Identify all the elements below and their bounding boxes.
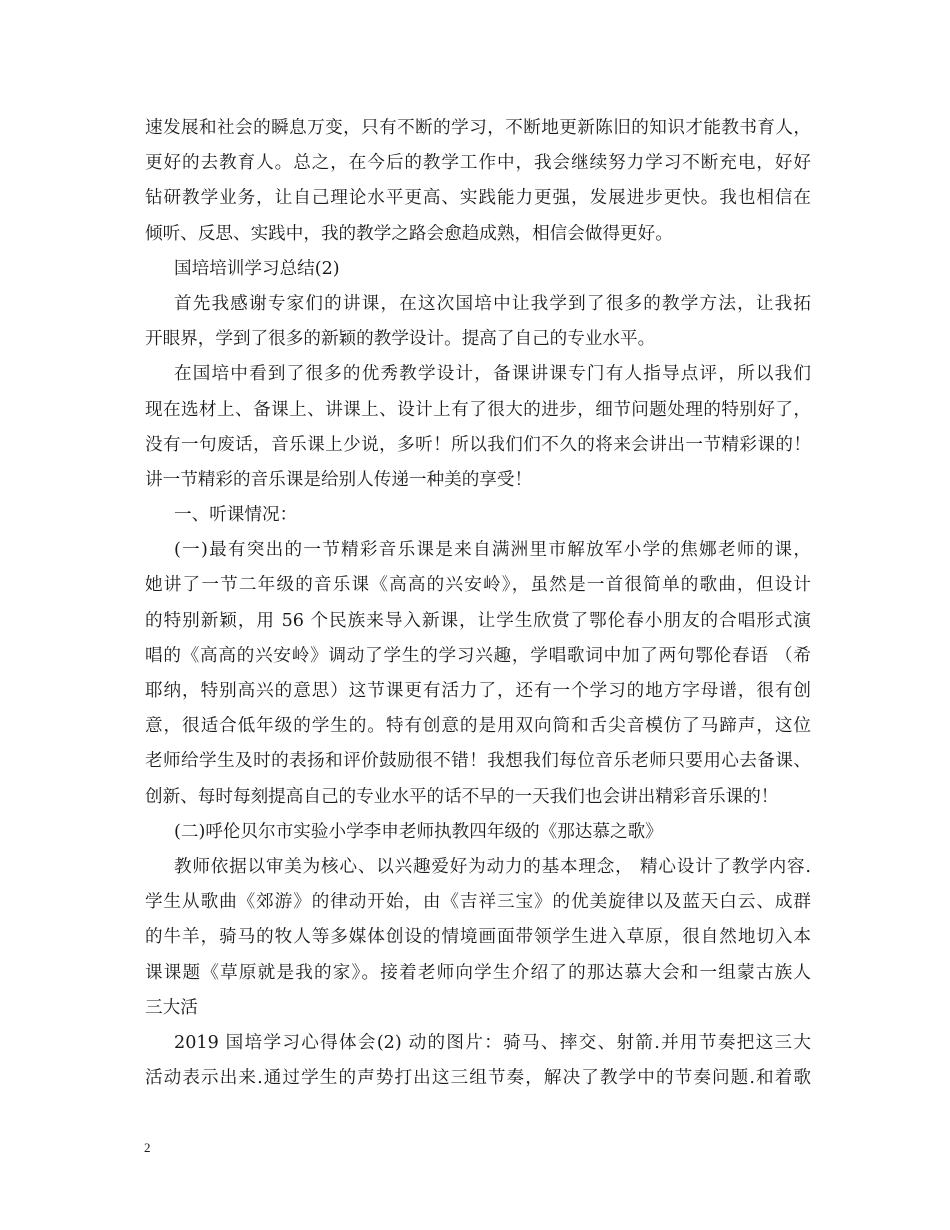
paragraph-line: 没有一句废话，音乐课上少说，多听！所以我们们不久的将来会讲出一节精彩课的！	[145, 434, 811, 455]
paragraph-line: 钻研教学业务，让自己理论水平更高、实践能力更强，发展进步更快。我也相信在	[145, 188, 811, 209]
paragraph-line: 的特别新颖，用 56 个民族来导入新课，让学生欣赏了鄂伦春小朋友的合唱形式演	[145, 610, 811, 631]
document-body	[145, 111, 811, 1096]
paragraph-line: (一)最有突出的一节精彩音乐课是来自满洲里市解放军小学的焦娜老师的课，	[174, 540, 811, 561]
paragraph-line: 在国培中看到了很多的优秀教学设计，备课讲课专门有人指导点评，所以我们	[174, 364, 811, 385]
paragraph-line: 创新、每时每刻提高自己的专业水平的话不早的一天我们也会讲出精彩音乐课的！	[145, 786, 779, 807]
paragraph-line: 活动表示出来.通过学生的声势打出这三组节奏，解决了教学中的节奏问题.和着歌	[145, 1068, 811, 1089]
paragraph-line: 现在选材上、备课上、讲课上、设计上有了很大的进步，细节问题处理的特别好了，	[145, 399, 811, 420]
paragraph-line: 三大活	[145, 997, 198, 1018]
paragraph-line: 学生从歌曲《郊游》的律动开始，由《吉祥三宝》的优美旋律以及蓝天白云、成群	[145, 892, 811, 913]
paragraph-line: 的牛羊，骑马的牧人等多媒体创设的情境画面带领学生进入草原，很自然地切入本	[145, 927, 811, 948]
section-heading: 国培培训学习总结(2)	[174, 258, 340, 279]
paragraph-line: 课课题《草原就是我的家》。接着老师向学生介绍了的那达慕大会和一组蒙古族人	[145, 962, 811, 983]
paragraph-line: 她讲了一节二年级的音乐课《高高的兴安岭》，虽然是一首很简单的歌曲，但设计	[145, 575, 811, 596]
paragraph-line: 2019 国培学习心得体会(2) 动的图片：骑马、摔交、射箭.并用节奏把这三大	[174, 1032, 811, 1053]
page-number: 2	[144, 1140, 151, 1155]
section-heading: (二)呼伦贝尔市实验小学李申老师执教四年级的《那达慕之歌》	[174, 821, 663, 842]
paragraph-line: 开眼界，学到了很多的新颖的教学设计。提高了自己的专业水平。	[145, 329, 656, 350]
paragraph-line: 更好的去教育人。总之，在今后的教学工作中，我会继续努力学习不断充电，好好	[145, 153, 811, 174]
paragraph-line: 速发展和社会的瞬息万变，只有不断的学习，不断地更新陈旧的知识才能教书育人，	[145, 118, 811, 138]
section-heading: 一、听课情况：	[174, 505, 298, 526]
paragraph-line: 倾听、反思、实践中，我的教学之路会愈趋成熟，相信会做得更好。	[145, 223, 673, 244]
paragraph-line: 教师依据以审美为核心、以兴趣爱好为动力的基本理念， 精心设计了教学内容.	[174, 856, 811, 877]
paragraph-line: 讲一节精彩的音乐课是给别人传递一种美的享受！	[145, 469, 533, 490]
paragraph-line: 意，很适合低年级的学生的。特有创意的是用双向筒和舌尖音模仿了马蹄声，这位	[145, 716, 811, 737]
paragraph-line: 耶纳，特别高兴的意思）这节课更有活力了，还有一个学习的地方字母谱，很有创	[145, 681, 811, 701]
paragraph-line: 老师给学生及时的表扬和评价鼓励很不错！我想我们每位音乐老师只要用心去备课、	[145, 751, 811, 772]
paragraph-line: 唱的《高高的兴安岭》调动了学生的学习兴趣，学唱歌词中加了两句鄂伦春语 （希	[145, 645, 811, 666]
paragraph-line: 首先我感谢专家们的讲课，在这次国培中让我学到了很多的教学方法，让我拓	[174, 293, 811, 314]
